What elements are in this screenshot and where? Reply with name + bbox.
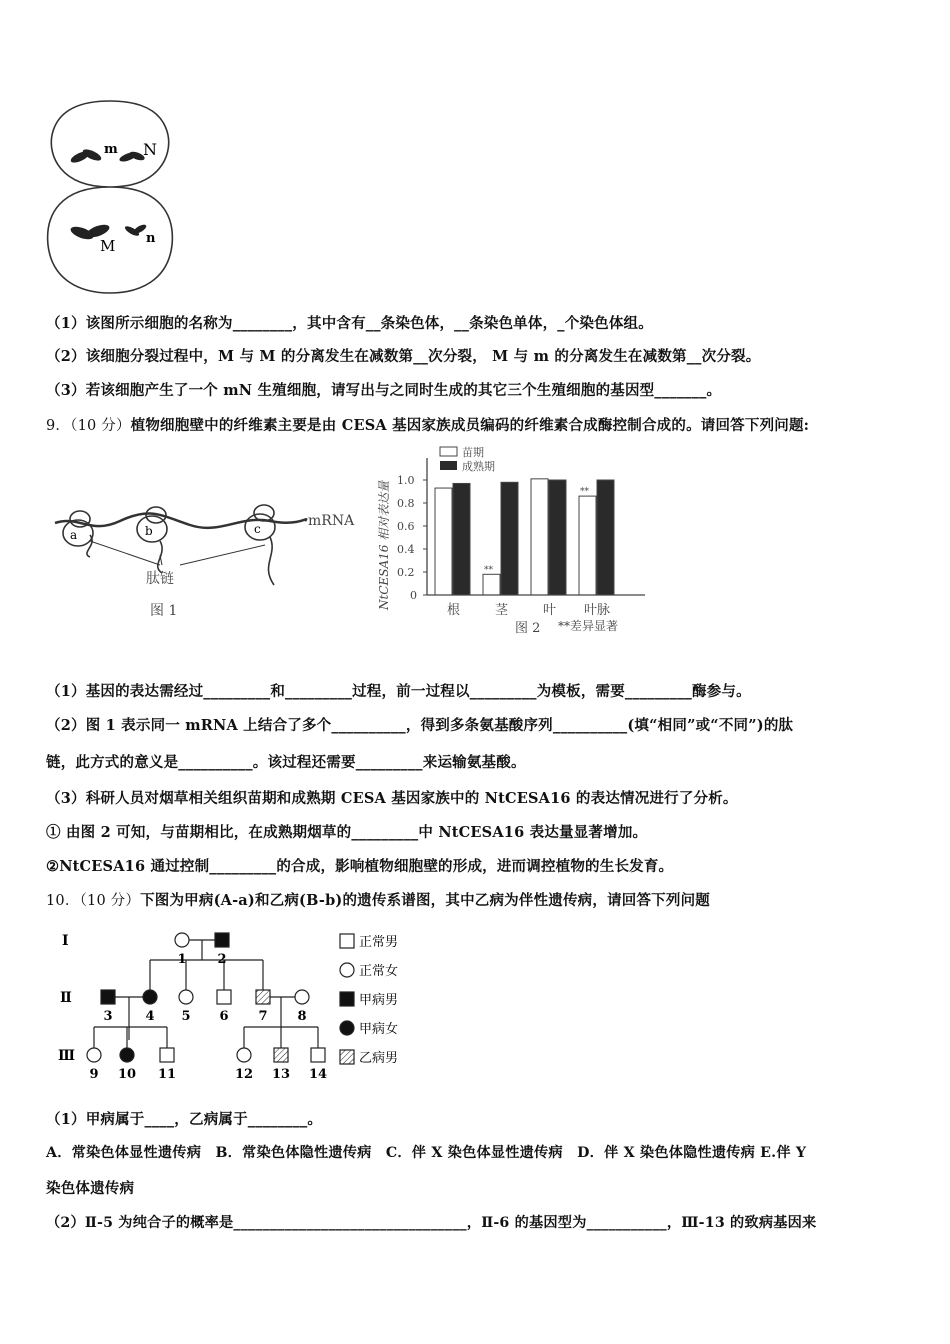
bar-苗期-叶 [531, 479, 548, 595]
individual-10 [120, 1048, 134, 1062]
individual-number: 12 [234, 1067, 254, 1082]
generation-I: Ⅰ [62, 933, 69, 949]
ribosome-c: c [254, 522, 261, 536]
q8-line-3: （3）若该细胞产生了一个 mN 生殖细胞，请写出与之同时生成的其它三个生殖细胞的基因型_______。 [46, 382, 722, 399]
individual-number: 1 [177, 952, 187, 967]
q10-stem [46, 889, 710, 910]
y-tick-label: 0.8 [397, 497, 415, 510]
chart-title: 图 2 [515, 621, 541, 636]
legend-symbol [340, 1050, 354, 1064]
legend-label: 甲病女 [359, 1022, 399, 1037]
generation-II: Ⅱ [60, 990, 72, 1006]
q9-stem [46, 414, 809, 435]
pedigree-chart [0, 920, 430, 1090]
individual-number: 14 [308, 1067, 328, 1082]
individual-6 [217, 990, 231, 1004]
mrna-label: mRNA [308, 513, 355, 529]
figure-2-bar-chart [360, 440, 660, 640]
legend-symbol [340, 1021, 354, 1035]
y-tick-label: 1.0 [397, 474, 415, 487]
x-tick-label: 茎 [495, 603, 509, 618]
individual-9 [87, 1048, 101, 1062]
individual-number: 11 [157, 1067, 177, 1082]
individual-number: 9 [89, 1067, 99, 1082]
q9-line-5: ① 由图 2 可知，与苗期相比，在成熟期烟草的_________中 NtCESA16 表达量显著增加。 [46, 824, 648, 841]
y-axis-label: NtCESA16 相对表达量 [377, 480, 391, 610]
q9-line-3: 链，此方式的意义是__________。该过程还需要_________来运输氨基酸。 [46, 754, 526, 771]
significance-mark: ** [580, 487, 589, 498]
q10-number: 10． [46, 893, 80, 909]
legend-label: 正常男 [359, 935, 399, 950]
significance-mark: ** [484, 565, 493, 576]
individual-number: 4 [145, 1009, 155, 1024]
individual-3 [101, 990, 115, 1004]
cell-division-figure [40, 95, 180, 300]
individual-5 [179, 990, 193, 1004]
legend-symbol [340, 963, 354, 977]
q9-line-1: （1）基因的表达需经过_________和_________过程，前一过程以_________为模板，需要_________酶参与。 [46, 683, 751, 700]
individual-number: 2 [217, 952, 227, 967]
legend-seedling: 苗期 [462, 446, 484, 459]
q10-line-4: （2）Ⅱ-5 为纯合子的概率是________________________________，Ⅱ-6 的基因型为___________，Ⅲ-13 的致病基因来 [46, 1215, 817, 1231]
peptide-label: 肽链 [146, 571, 174, 587]
individual-7 [256, 990, 270, 1004]
y-tick-label: 0.6 [397, 520, 415, 533]
figure-1-caption: 图 1 [150, 603, 178, 619]
individual-number: 3 [103, 1009, 113, 1024]
individual-1 [175, 933, 189, 947]
generation-III: Ⅲ [58, 1048, 76, 1064]
q10-line-3: 染色体遗传病 [46, 1180, 135, 1197]
bar-成熟期-叶 [549, 480, 566, 595]
individual-11 [160, 1048, 174, 1062]
q9-line-4: （3）科研人员对烟草相关组织苗期和成熟期 CESA 基因家族中的 NtCESA16 的表达情况进行了分析。 [46, 790, 738, 807]
individual-12 [237, 1048, 251, 1062]
y-tick-label: 0.2 [397, 566, 415, 579]
individual-14 [311, 1048, 325, 1062]
bar-成熟期-茎 [501, 482, 518, 595]
bar-苗期-根 [435, 488, 452, 595]
individual-number: 13 [271, 1067, 291, 1082]
legend-label: 甲病男 [359, 993, 399, 1008]
y-tick-label: 0.4 [397, 543, 415, 556]
q9-line-6: ②NtCESA16 通过控制_________的合成，影响植物细胞壁的形成，进而调控植物的生长发育。 [46, 858, 674, 875]
bar-成熟期-根 [453, 483, 470, 595]
cell-label-N: N [143, 140, 157, 159]
individual-13 [274, 1048, 288, 1062]
chart-note: **差异显著 [558, 619, 619, 633]
q9-line-2: （2）图 1 表示同一 mRNA 上结合了多个__________，得到多条氨基酸序列__________(填“相同”或“不同”)的肽 [46, 717, 794, 734]
q10-score: （10 分） [79, 893, 141, 909]
q10-line-2: A．常染色体显性遗传病 B．常染色体隐性遗传病 C．伴 X 染色体显性遗传病 D．伴 X 染色体隐性遗传病 E.伴 Y [46, 1145, 807, 1161]
individual-number: 8 [297, 1009, 307, 1024]
individual-4 [143, 990, 157, 1004]
ribosome-a: a [70, 528, 78, 542]
legend-symbol [340, 992, 354, 1006]
q8-line-2: （2）该细胞分裂过程中，M 与 M 的分离发生在减数第__次分裂， M 与 m 的分离发生在减数第__次分裂。 [46, 348, 761, 365]
cell-label-n: n [146, 231, 156, 246]
legend-mature: 成熟期 [462, 460, 495, 473]
cell-label-m: m [104, 142, 118, 157]
ribosome-b: b [145, 524, 153, 538]
cell-label-M: M [100, 237, 116, 255]
individual-number: 5 [181, 1009, 191, 1024]
q9-number: 9． [46, 418, 71, 434]
individual-number: 7 [258, 1009, 268, 1024]
q8-line-1: （1）该图所示细胞的名称为________，其中含有__条染色体，__条染色单体，_个染色体组。 [46, 315, 653, 332]
y-tick-label: 0 [410, 589, 417, 602]
q9-score: （10 分） [70, 418, 131, 434]
individual-number: 10 [117, 1067, 137, 1082]
x-tick-label: 叶 [543, 603, 557, 618]
x-tick-label: 叶脉 [584, 603, 611, 618]
x-tick-label: 根 [447, 603, 461, 618]
individual-number: 6 [219, 1009, 229, 1024]
individual-8 [295, 990, 309, 1004]
q10-line-1: （1）甲病属于____，乙病属于________。 [46, 1111, 323, 1128]
legend-label: 乙病男 [359, 1051, 399, 1066]
legend-label: 正常女 [359, 964, 399, 979]
legend-symbol [340, 934, 354, 948]
q9-stem-text: 植物细胞壁中的纤维素主要是由 CESA 基因家族成员编码的纤维素合成酶控制合成的。请回答下列问题: [130, 417, 810, 434]
bar-苗期-叶脉 [579, 496, 596, 595]
figure-1-translation [50, 445, 360, 625]
bar-成熟期-叶脉 [597, 480, 614, 595]
bar-苗期-茎 [483, 574, 500, 595]
individual-2 [215, 933, 229, 947]
q10-stem-text: 下图为甲病(A-a)和乙病(B-b)的遗传系谱图，其中乙病为伴性遗传病，请回答下列问题 [140, 892, 710, 909]
